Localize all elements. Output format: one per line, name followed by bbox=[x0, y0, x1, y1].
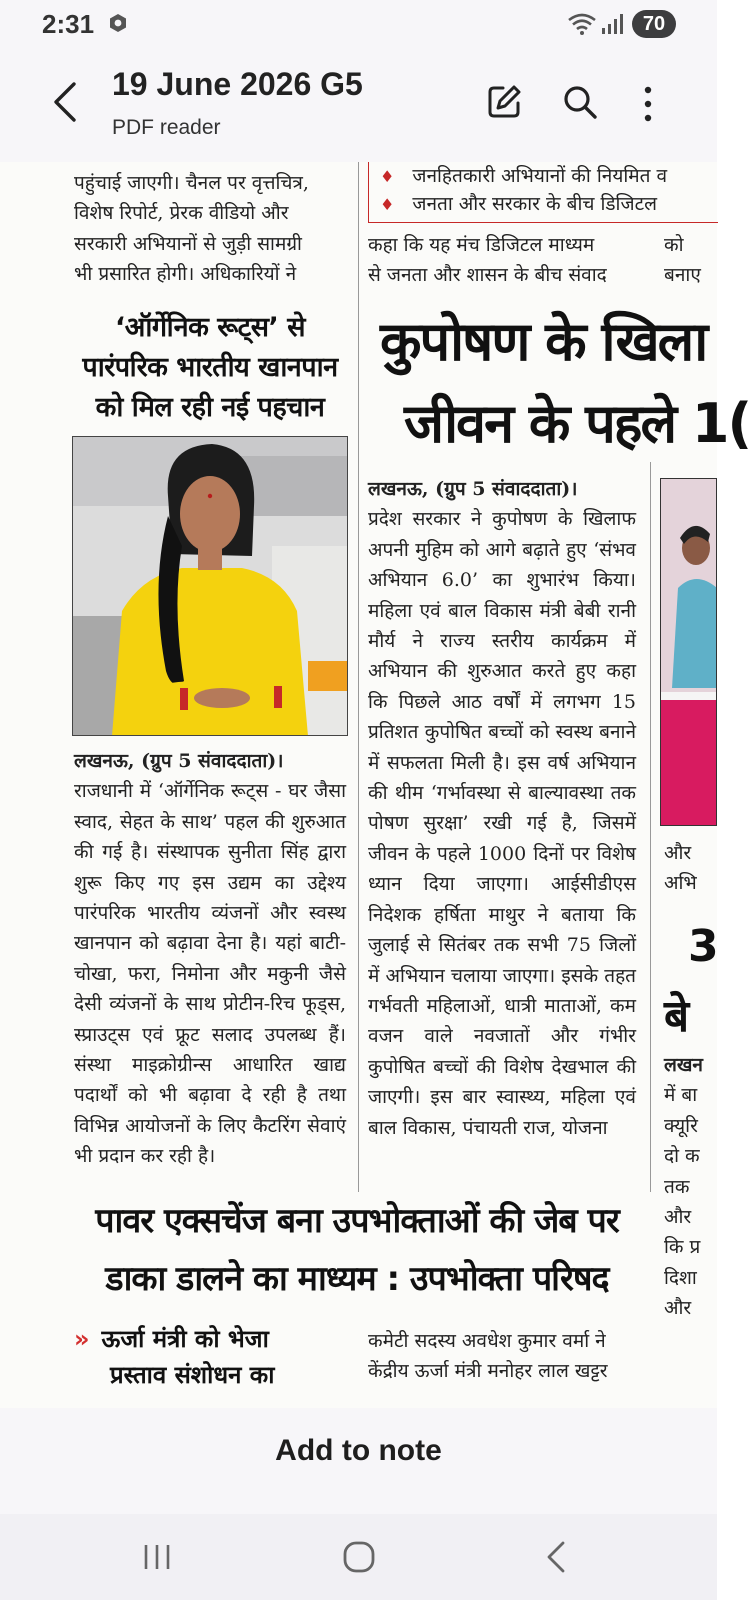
headline-power-exchange bbox=[60, 1192, 654, 1308]
right-edge-headline: बे bbox=[664, 991, 688, 1042]
sync-icon bbox=[108, 13, 128, 33]
status-time: 2:31 bbox=[42, 9, 95, 39]
text-line: सरकारी अभियानों से जुड़ी सामग्री bbox=[74, 232, 302, 255]
headline-line: पावर एक्सचेंज बना उपभोक्ताओं की जेब पर bbox=[95, 1201, 619, 1241]
right-edge-body bbox=[664, 1050, 703, 1324]
center-article-body bbox=[368, 474, 636, 1143]
text-line: से जनता और शासन के बीच संवाद bbox=[368, 264, 607, 287]
text-line: को bbox=[664, 234, 684, 256]
nav-back-icon[interactable] bbox=[544, 1540, 568, 1574]
left-article-body bbox=[74, 746, 346, 1172]
pdf-page[interactable] bbox=[0, 162, 750, 1408]
back-arrow-icon[interactable] bbox=[48, 80, 84, 124]
article-body-text: प्रदेश सरकार ने कुपोषण के खिलाफ अपनी मुहिम को आगे बढ़ाते हुए ‘संभव अभियान 6.0’ का शुभारंभ किया। महिला एवं बाल विकास मंत्री बेबी रानी मौर्य ने राज्य स्तरीय कार्यक्रम में अभियान की शुरुआत करते हुए कहा कि पिछले आठ वर्षों में लगभग 15 प्रतिशत कुपोषित बच्चों को स्वस्थ बनाने में सफलता मिली है। इस वर्ष अभियान की थीम ‘गर्भावस्था से बाल्यावस्था तक पोषण सुरक्षा’ रखी गई है, जिसमें जीवन के पहले 1000 दिनों पर विशेष ध्यान दिया जाएगा। आईसीडीएस निदेशक हर्षिता माथुर ने बताया कि जुलाई से सितंबर तक सभी 75 जिलों में अभियान चलाया जाएगा। इसके तहत गर्भवती महिलाओं, धात्री माताओं, कम वजन वाले नवजातों और गंभीर कुपोषित बच्चों की विशेष देखभाल की जाएगी। इस बार स्वास्थ्य, महिला एवं बाल विकास, पंचायती राज, योजना bbox=[368, 508, 636, 1139]
text-line: कहा कि यह मंच डिजिटल माध्यम bbox=[368, 234, 595, 256]
sub-headline-cut: प्रस्ताव संशोधन का bbox=[110, 1361, 275, 1389]
headline-malnutrition-line2: जीवन के पहले 1( bbox=[404, 392, 750, 455]
search-icon[interactable] bbox=[562, 84, 598, 120]
text-line: दो क bbox=[664, 1145, 700, 1168]
app-subtitle: PDF reader bbox=[112, 116, 221, 139]
diamond-bullet-icon: ♦ bbox=[380, 195, 395, 214]
more-options-icon[interactable] bbox=[636, 84, 660, 124]
bullet-item bbox=[380, 162, 667, 188]
text-line: भी प्रसारित होगी। अधिकारियों ने bbox=[74, 263, 297, 286]
text-line: अभि bbox=[664, 872, 697, 895]
double-chevron-icon: » bbox=[74, 1325, 90, 1353]
byline: लखनऊ, (ग्रुप 5 संवाददाता)। bbox=[368, 478, 578, 500]
text-line: कमेटी सदस्य अवधेश कुमार वर्मा ने bbox=[368, 1330, 606, 1352]
recent-apps-icon[interactable] bbox=[142, 1542, 172, 1572]
headline-line: ‘ऑर्गेनिक रूट्स’ से bbox=[115, 312, 305, 343]
headline-line: पारंपरिक भारतीय खानपान bbox=[82, 352, 338, 383]
text-line: में बा bbox=[664, 1084, 698, 1107]
text-line: क्यूरि bbox=[664, 1114, 698, 1137]
sub-headline bbox=[74, 1322, 269, 1355]
signal-icon bbox=[601, 14, 623, 34]
text-line: और bbox=[664, 1297, 692, 1320]
text-line: विशेष रिपोर्ट, प्रेरक वीडियो और bbox=[74, 202, 289, 225]
text-line: दिशा bbox=[664, 1266, 697, 1289]
headline-organic-roots bbox=[70, 308, 350, 428]
sub-headline-text: ऊर्जा मंत्री को भेजा bbox=[101, 1325, 269, 1353]
document-title: 19 June 2026 G5 bbox=[112, 66, 363, 102]
left-top-text bbox=[74, 168, 346, 290]
headline-malnutrition: कुपोषण के खिला bbox=[380, 310, 707, 373]
text-line: और bbox=[664, 842, 692, 864]
article-photo-cropped bbox=[660, 478, 717, 826]
column-rule bbox=[358, 162, 359, 1192]
diamond-bullet-icon: ♦ bbox=[380, 167, 395, 186]
text-line: लखन bbox=[664, 1054, 703, 1076]
right-edge-headline: 3 bbox=[688, 921, 717, 972]
text-line: केंद्रीय ऊर्जा मंत्री मनोहर लाल खट्टर bbox=[368, 1360, 608, 1383]
right-edge-text bbox=[664, 838, 697, 899]
article-body-text: राजधानी में ‘ऑर्गेनिक रूट्स - घर जैसा स्वाद, सेहत के साथ’ पहल की शुरुआत की गई है। संस्थापक सुनीता सिंह द्वारा शुरू किए गए इस उद्यम का उद्देश्य पारंपरिक भारतीय व्यंजनों और स्वस्थ खानपान को बढ़ावा देना है। यहां बाटी-चोखा, फरा, निमोना और मकुनी जैसे देसी व्यंजनों के साथ प्रोटीन-रिच फूड्स, स्प्राउट्स एवं फ्रूट सलाद उपलब्ध हैं। संस्था माइक्रोग्रीन्स आधारित खाद्य पदार्थों को भी बढ़ावा दे रही है तथा विभिन्न आयोजनों के लिए कैटरिंग सेवाएं भी प्रदान कर रही है। bbox=[74, 780, 346, 1168]
bottom-text bbox=[368, 1326, 638, 1387]
byline: लखनऊ, (ग्रुप 5 संवाददाता)। bbox=[74, 750, 284, 772]
text-line: कि प्र bbox=[664, 1236, 701, 1259]
add-to-note-button[interactable]: Add to note bbox=[275, 1434, 442, 1467]
article-photo bbox=[72, 436, 348, 736]
text-line: बनाए bbox=[664, 264, 701, 287]
headline-line: को मिल रही नई पहचान bbox=[95, 392, 325, 423]
home-icon[interactable] bbox=[342, 1540, 376, 1574]
text-line: और bbox=[664, 1206, 692, 1229]
bullet-text: जनहितकारी अभियानों की नियमित व bbox=[412, 165, 668, 187]
column-rule bbox=[650, 462, 651, 1192]
text-line: तक bbox=[664, 1175, 690, 1198]
text-line: पहुंचाई जाएगी। चैनल पर वृत्तचित्र, bbox=[74, 172, 309, 194]
headline-line: डाका डालने का माध्यम : उपभोक्ता परिषद bbox=[105, 1259, 609, 1299]
wifi-icon bbox=[567, 12, 597, 36]
edit-icon[interactable] bbox=[486, 84, 522, 120]
right-top-text bbox=[664, 230, 701, 291]
center-top-text bbox=[368, 230, 638, 291]
battery-indicator: 70 bbox=[632, 10, 676, 38]
bullet-item bbox=[380, 190, 657, 216]
bullet-text: जनता और सरकार के बीच डिजिटल bbox=[412, 193, 658, 215]
